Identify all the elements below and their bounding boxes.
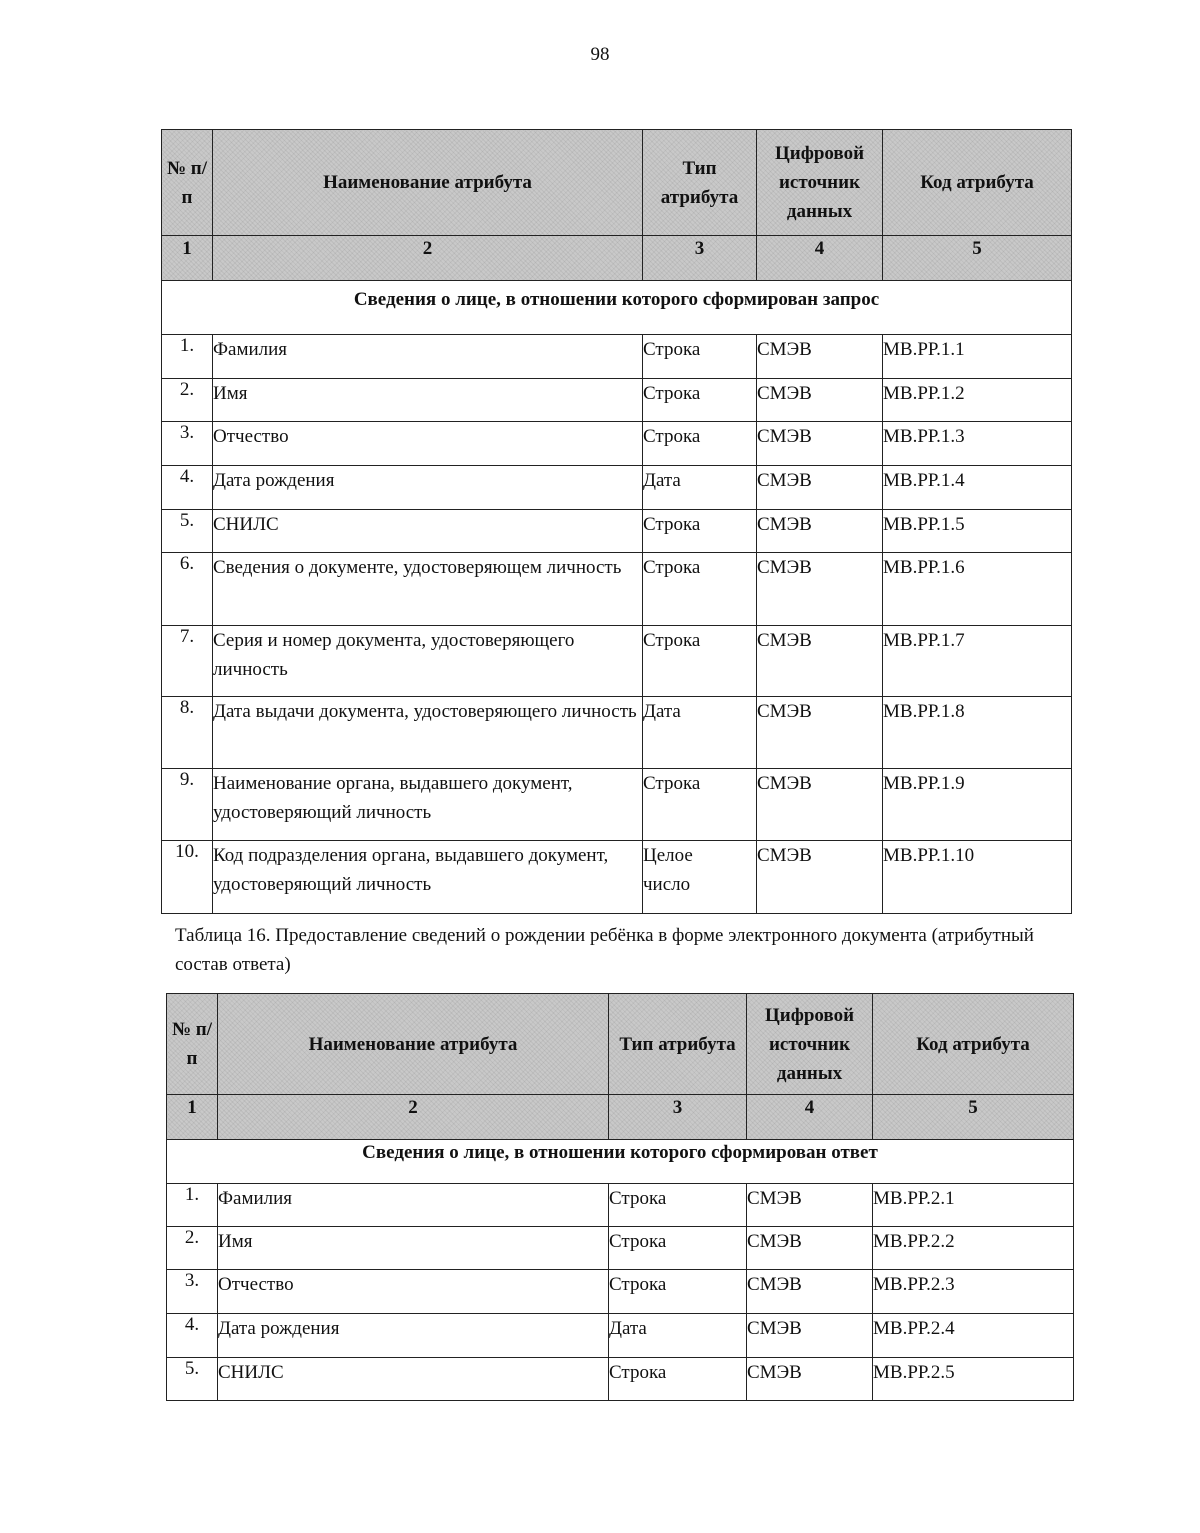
col-header-number: № п/п (162, 130, 213, 236)
table-row (162, 626, 1072, 697)
table-caption: Таблица 16. Предоставление сведений о рождении ребёнка в форме электронного документа (атрибутный состав ответа) (175, 925, 1034, 975)
attribute-code: МВ.РР.1.5 (883, 510, 1072, 553)
attribute-name: Наименование органа, выдавшего документ, удостоверяющий личность (213, 769, 643, 841)
section-title: Сведения о лице, в отношении которого сформирован запрос (162, 281, 1072, 335)
row-number: 4. (162, 466, 213, 510)
table-row (162, 379, 1072, 422)
attribute-code: МВ.РР.1.3 (883, 422, 1072, 466)
row-number: 10. (162, 841, 213, 914)
attribute-name: Сведения о документе, удостоверяющем личность (213, 553, 643, 626)
attribute-name: Код подразделения органа, выдавшего документ, удостоверяющий личность (213, 841, 643, 914)
attribute-name: Дата рождения (213, 466, 643, 510)
row-number: 7. (162, 626, 213, 697)
attribute-name: Имя (213, 379, 643, 422)
attribute-code: МВ.РР.2.5 (873, 1358, 1074, 1401)
attribute-name: Отчество (213, 422, 643, 466)
attribute-code: МВ.РР.2.1 (873, 1184, 1074, 1227)
attribute-code: МВ.РР.1.10 (883, 841, 1072, 914)
attribute-source: СМЭВ (757, 697, 883, 769)
row-number: 3. (167, 1270, 218, 1314)
attribute-source: СМЭВ (747, 1184, 873, 1227)
attribute-code: МВ.РР.1.1 (883, 335, 1072, 379)
attribute-source: СМЭВ (747, 1270, 873, 1314)
attribute-source: СМЭВ (747, 1314, 873, 1358)
attribute-name: Дата рождения (218, 1314, 609, 1358)
col-header-number: № п/п (167, 994, 218, 1095)
col-number: 5 (873, 1095, 1074, 1140)
column-number-row (162, 236, 1072, 281)
attribute-source: СМЭВ (757, 335, 883, 379)
attribute-code: МВ.РР.1.8 (883, 697, 1072, 769)
col-header-name: Наименование атрибута (218, 994, 609, 1095)
attribute-source: СМЭВ (757, 466, 883, 510)
row-number: 8. (162, 697, 213, 769)
attribute-code: МВ.РР.1.2 (883, 379, 1072, 422)
row-number: 4. (167, 1314, 218, 1358)
table-row (167, 1270, 1074, 1314)
row-number: 9. (162, 769, 213, 841)
attribute-source: СМЭВ (757, 379, 883, 422)
col-header-code: Код атрибута (873, 994, 1074, 1095)
page-number: 98 (590, 44, 610, 65)
col-header-source: Цифровой источник данных (747, 994, 873, 1095)
col-header-type: Тип атрибута (643, 130, 757, 236)
attribute-code: МВ.РР.1.7 (883, 626, 1072, 697)
attribute-type: Строка (643, 553, 757, 626)
attribute-name: Фамилия (218, 1184, 609, 1227)
attribute-name: Серия и номер документа, удостоверяющего личность (213, 626, 643, 697)
table-row (162, 335, 1072, 379)
col-header-type: Тип атрибута (609, 994, 747, 1095)
table-row (167, 1227, 1074, 1270)
table-row (162, 553, 1072, 626)
attribute-code: МВ.РР.1.4 (883, 466, 1072, 510)
table-row (167, 1358, 1074, 1401)
row-number: 3. (162, 422, 213, 466)
attribute-type: Целое число (643, 841, 757, 914)
attribute-source: СМЭВ (747, 1227, 873, 1270)
attribute-type: Строка (643, 510, 757, 553)
attribute-type: Строка (643, 422, 757, 466)
table-row (162, 510, 1072, 553)
row-number: 6. (162, 553, 213, 626)
column-number-row (167, 1095, 1074, 1140)
attribute-name: Дата выдачи документа, удостоверяющего личность (213, 697, 643, 769)
col-number: 5 (883, 236, 1072, 281)
attribute-type: Дата (643, 466, 757, 510)
attribute-name: СНИЛС (213, 510, 643, 553)
attribute-type: Строка (609, 1358, 747, 1401)
col-number: 1 (167, 1095, 218, 1140)
section-title: Сведения о лице, в отношении которого сформирован ответ (167, 1140, 1074, 1184)
table-row (167, 1184, 1074, 1227)
col-number: 1 (162, 236, 213, 281)
col-number: 2 (213, 236, 643, 281)
attribute-type: Строка (643, 335, 757, 379)
col-number: 3 (609, 1095, 747, 1140)
attribute-name: СНИЛС (218, 1358, 609, 1401)
attribute-source: СМЭВ (757, 510, 883, 553)
table-row (162, 697, 1072, 769)
table-header-row (162, 130, 1072, 236)
row-number: 1. (167, 1184, 218, 1227)
col-number: 3 (643, 236, 757, 281)
row-number: 5. (162, 510, 213, 553)
attribute-type: Дата (609, 1314, 747, 1358)
attribute-code: МВ.РР.1.6 (883, 553, 1072, 626)
attributes-table-response (166, 993, 1074, 1401)
attribute-name: Имя (218, 1227, 609, 1270)
attribute-type: Строка (609, 1227, 747, 1270)
col-number: 4 (747, 1095, 873, 1140)
col-number: 2 (218, 1095, 609, 1140)
attributes-table-request (161, 129, 1072, 914)
table-header-row (167, 994, 1074, 1095)
attribute-type: Строка (643, 769, 757, 841)
attribute-type: Строка (609, 1270, 747, 1314)
row-number: 5. (167, 1358, 218, 1401)
attribute-code: МВ.РР.2.2 (873, 1227, 1074, 1270)
attribute-source: СМЭВ (747, 1358, 873, 1401)
col-header-source: Цифровой источник данных (757, 130, 883, 236)
attribute-type: Дата (643, 697, 757, 769)
row-number: 1. (162, 335, 213, 379)
table-row (167, 1314, 1074, 1358)
attribute-source: СМЭВ (757, 626, 883, 697)
attribute-name: Отчество (218, 1270, 609, 1314)
attribute-code: МВ.РР.2.3 (873, 1270, 1074, 1314)
row-number: 2. (167, 1227, 218, 1270)
attribute-code: МВ.РР.1.9 (883, 769, 1072, 841)
attribute-source: СМЭВ (757, 553, 883, 626)
attribute-source: СМЭВ (757, 769, 883, 841)
row-number: 2. (162, 379, 213, 422)
col-header-code: Код атрибута (883, 130, 1072, 236)
attribute-code: МВ.РР.2.4 (873, 1314, 1074, 1358)
table-row (162, 769, 1072, 841)
attribute-type: Строка (643, 379, 757, 422)
attribute-type: Строка (643, 626, 757, 697)
col-number: 4 (757, 236, 883, 281)
attribute-type: Строка (609, 1184, 747, 1227)
attribute-source: СМЭВ (757, 422, 883, 466)
table-row (162, 422, 1072, 466)
col-header-name: Наименование атрибута (213, 130, 643, 236)
table-row (162, 466, 1072, 510)
attribute-name: Фамилия (213, 335, 643, 379)
table-row (162, 841, 1072, 914)
attribute-source: СМЭВ (757, 841, 883, 914)
